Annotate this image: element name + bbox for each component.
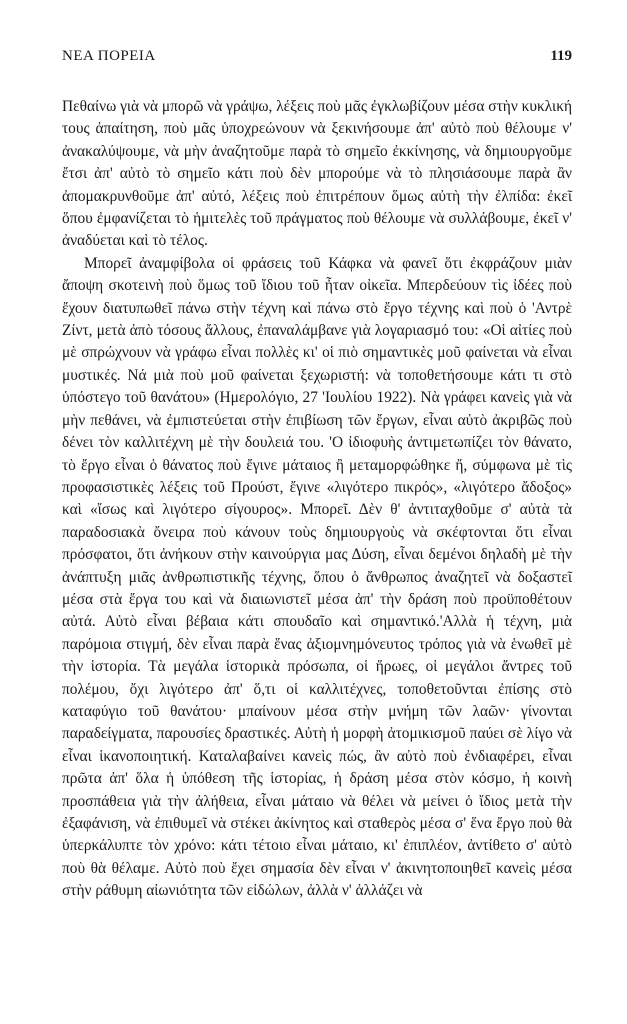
book-page <box>62 48 572 903</box>
paragraph-2: Μπορεῖ ἀναμφίβολα οἱ φράσεις τοῦ Κάφκα νὰ φανεῖ ὅτι ἐκφράζουν μιὰν ἄποψη σκοτεινὴ ποὺ ὅμως τοῦ ἴδιου τοῦ ἦταν οἰκεῖα. Μπερδεύουν τὶς ἰδέες ποὺ ἔχουν διατυπωθεῖ πάνω στὴν τέχνη καὶ πάνω στὸ ἔργο τέχνης καὶ ποὺ ὁ 'Αντρὲ Ζίντ, μετὰ ἀπὸ τόσους ἄλλους, ἐπαναλάμβανε γιὰ λογαριασμό του: «Οἱ αἰτίες ποὺ μὲ σπρώχνουν νὰ γράφω εἶναι πολλὲς κι' οἱ πιὸ σημαντικὲς μοῦ φαίνεται νὰ εἶναι μυστικές. Νά μιὰ ποὺ μοῦ φαίνεται ξεχωριστή: νὰ τοποθετήσουμε κάτι τι στὸ ὑπόστεγο τοῦ θανάτου» (Ημερολόγιο, 27 'Ιουλίου 1922). Νὰ γράφει κανεὶς γιὰ νὰ μὴν πεθάνει, νὰ ἐμπιστεύεται στὴν ἐπιβίωση τῶν ἔργων, εἶναι αὐτὸ ἀκριβῶς ποὺ δένει τὸν καλλιτέχνη μὲ τὴν δουλειά του. 'Ο ἰδιοφυὴς ἀντιμετωπίζει τὸν θάνατο, τὸ ἔργο εἶναι ὁ θάνατος ποὺ ἔγινε μάταιος ἢ μεταμορφώθηκε ἤ, σύμφωνα μὲ τὶς προφασιστικὲς λέξεις τοῦ Προύστ, ἔγινε «λιγότερο πικρός», «λιγότερο ἄδοξος» καὶ «ἴσως καὶ λιγότερο σίγουρος». Μπορεῖ. Δὲν θ' ἀντιταχθοῦμε σ' αὐτὰ τὰ παραδοσιακὰ ὄνειρα ποὺ κάνουν τοὺς δημιουργοὺς νὰ σκέφτονται ὅτι εἶναι πρόσφατοι, ὅτι ἀνήκουν στὴν καινούργια μας Δύση, εἶναι δεμένοι δηλαδὴ μὲ τὴν ἀνάπτυξη μιᾶς ἀνθρωπιστικῆς τέχνης, ὅπου ὁ ἄνθρωπος ἀναζητεῖ νὰ δοξαστεῖ μέσα στὰ ἔργα του καὶ νὰ διαιωνιστεῖ μέσα ἀπ' τὴν δράση ποὺ προϋποθέτουν αὐτά. Αὐτὸ εἶναι βέβαια κάτι σπουδαῖο καὶ σημαντικό.'Αλλὰ ἡ τέχνη, μιὰ παρόμοια στιγμή, δὲν εἶναι παρὰ ἕνας ἀξιομνημόνευτος τρόπος γιὰ νὰ ἑνωθεῖ μὲ τὴν ἱστορία. Τὰ μεγάλα ἱστορικὰ πρόσωπα, οἱ ἥρωες, οἱ μεγάλοι ἄντρες τοῦ πολέμου, ὄχι λιγότερο ἀπ' ὅ,τι οἱ καλλιτέχνες, τοποθετοῦνται ἐπίσης στὸ καταφύγιο τοῦ θανάτου· μπαίνουν μέσα στὴν μνήμη τῶν λαῶν· γίνονται παραδείγματα, παρουσίες δραστικές. Αὐτὴ ἡ μορφὴ ἀτομικισμοῦ παύει σὲ λίγο νὰ εἶναι ἱκανοποιητική. Καταλαβαίνει κανεὶς πώς, ἂν αὐτὸ ποὺ ἐνδιαφέρει, εἶναι πρῶτα ἀπ' ὅλα ἡ ὑπόθεση τῆς ἱστορίας, ἡ δράση μέσα στὸν κόσμο, ἡ κοινὴ προσπάθεια γιὰ τὴν ἀλήθεια, εἶναι μάταιο νὰ θέλει νὰ μείνει ὁ ἴδιος μετὰ τὴν ἐξαφάνιση, νὰ ἐπιθυμεῖ νὰ στέκει ἀκίνητος καὶ σταθερὸς μέσα σ' ἕνα ἔργο ποὺ θὰ ὑπερκάλυπτε τὸν χρόνο: κάτι τέτοιο εἶναι μάταιο, κι' ἐπιπλέον, ἀντίθετο σ' αὐτὸ ποὺ θὰ θέλαμε. Αὐτὸ ποὺ ἔχει σημασία δὲν εἶναι ν' ἀκινητοποιηθεῖ κανεὶς μέσα στὴν ράθυμη αἰωνιότητα τῶν εἰδώλων, ἀλλὰ ν' ἀλλάζει νὰ <box>62 254 572 900</box>
page-header <box>62 48 572 74</box>
paragraph-1: Πεθαίνω γιὰ νὰ μπορῶ νὰ γράψω, λέξεις ποὺ μᾶς ἐγκλωβίζουν μέσα στὴν κυκλική τους ἀπαίτηση, ποὺ μᾶς ὑποχρεώνουν νὰ ξεκινήσουμε ἀπ' αὐτὸ ποὺ θέλουμε ν' ἀνακαλύψουμε, νὰ μὴν ἀναζητοῦμε παρὰ τὸ σημεῖο ἐκκίνησης, νὰ δημιουργοῦμε ἔτσι ἀπ' αὐτὸ τὸ σημεῖο κάτι ποὺ δὲν μπορούμε νὰ τὸ πλησιάσουμε παρὰ ἂν ἀπομακρυνθοῦμε ἀπ' αὐτό, λέξεις ποὺ ἐπιτρέπουν ὅμως αὐτὴ τὴν ἐλπίδα: ἐκεῖ ὅπου ἐμφανίζεται τὸ ἡμιτελὲς τοῦ πράγματος ποὺ θέλουμε νὰ συλλάβουμε, ἐκεῖ ν' ἀναδύεται καὶ τὸ τέλος. <box>62 98 572 250</box>
page-number: 119 <box>550 48 572 64</box>
running-head: ΝΕΑ ΠΟΡΕΙΑ <box>62 48 156 64</box>
body-text <box>62 96 572 903</box>
